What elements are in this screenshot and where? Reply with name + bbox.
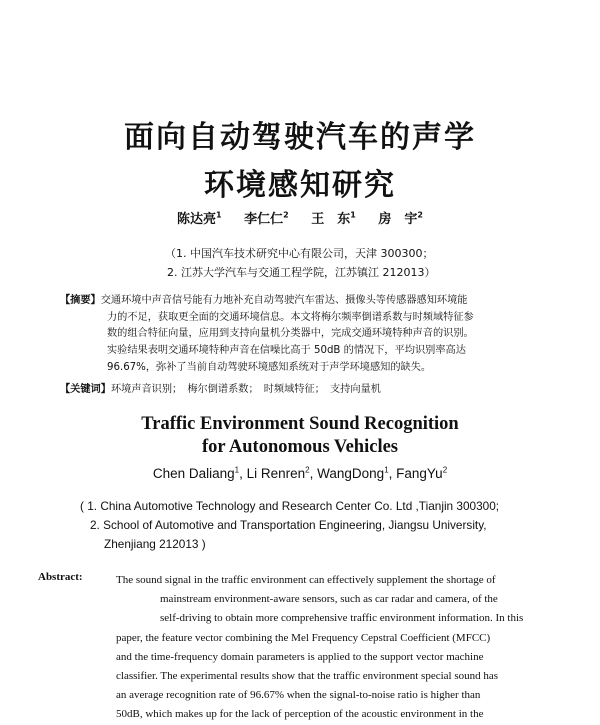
author-zh-4: 房 宇$^2$ bbox=[378, 210, 423, 227]
english-abstract bbox=[116, 571, 540, 725]
english-abstract-line: classifier. The experimental results show that the traffic environment special sound has bbox=[116, 670, 499, 683]
chinese-title-line-2: 环境感知研究 bbox=[204, 168, 396, 203]
author-en-2: Li Renren$^2$ bbox=[246, 465, 310, 481]
english-abstract-line: an average recognition rate of 96.67% when the signal-to-noise ratio is higher than bbox=[116, 689, 481, 702]
english-abstract-line: 50dB, which makes up for the lack of perception of the acoustic environment in the bbox=[116, 708, 484, 721]
english-title-line-2: for Autonomous Vehicles bbox=[202, 437, 398, 457]
english-authors: Chen Daliang$^1$, Li Renren$^2$, WangDong$^1$, FangYu$^2$ bbox=[152, 465, 448, 481]
english-abstract-line: and the time-frequency domain parameters is applied to the support vector machine bbox=[116, 650, 484, 663]
chinese-abstract bbox=[60, 293, 540, 377]
author-en-4: FangYu$^2$ bbox=[396, 465, 448, 481]
chinese-keywords-text: 环境声音识别； 梅尔倒谱系数； 时频域特征； 支持向量机 bbox=[110, 384, 381, 395]
chinese-abstract-line: 交通环境中声音信号能有力地补充自动驾驶汽车雷达、摄像头等传感器感知环境能 bbox=[100, 295, 468, 306]
english-abstract-line: mainstream environment-aware sensors, such as car radar and camera, of the bbox=[160, 593, 498, 606]
chinese-abstract-line: 实验结果表明交通环境特种声音在信噪比高于 50dB 的情况下，平均识别率高达 bbox=[107, 345, 466, 357]
author-zh-1: 陈达亮$^1$ bbox=[177, 210, 222, 227]
author-en-3: WangDong$^1$ bbox=[317, 465, 389, 481]
chinese-affiliation-2: 2. 江苏大学汽车与交通工程学院，江苏镇江 212013） bbox=[167, 266, 436, 279]
author-zh-3: 王 东$^1$ bbox=[311, 210, 356, 227]
english-abstract-line: The sound signal in the traffic environment can effectively supplement the shortage of bbox=[116, 574, 496, 586]
english-affiliation-1: ( 1. China Automotive Technology and Research Center Co. Ltd ,Tianjin 300300; bbox=[80, 499, 500, 513]
chinese-authors bbox=[0, 208, 600, 227]
author-en-1: Chen Daliang$^1$ bbox=[152, 465, 240, 481]
english-title-line-1: Traffic Environment Sound Recognition bbox=[141, 414, 459, 434]
chinese-abstract-label: 【摘要】 bbox=[60, 295, 101, 306]
english-abstract-line: paper, the feature vector combining the Mel Frequency Cepstral Coefficient (MFCC) bbox=[116, 631, 491, 644]
chinese-abstract-line: 力的不足，获取更全面的交通环境信息。本文将梅尔频率倒谱系数与时频域特征参 bbox=[107, 311, 474, 323]
chinese-keywords bbox=[60, 380, 540, 395]
chinese-abstract-line: 数的组合特征向量，应用到支持向量机分类器中，完成交通环境特种声音的识别。 bbox=[107, 328, 474, 340]
author-zh-2: 李仁仁$^2$ bbox=[244, 210, 289, 227]
chinese-abstract-line: 96.67%，弥补了当前自动驾驶环境感知系统对于声学环境感知的缺失。 bbox=[107, 361, 432, 373]
english-affiliation-2: 2. School of Automotive and Transportation Engineering, Jiangsu University, bbox=[90, 518, 487, 532]
english-abstract-line: self-driving to obtain more comprehensive traffic environment information. In this bbox=[160, 612, 524, 625]
english-abstract-label: Abstract: bbox=[38, 571, 83, 583]
chinese-keywords-label: 【关键词】 bbox=[60, 384, 111, 395]
chinese-title-line-1: 面向自动驾驶汽车的声学 bbox=[124, 120, 476, 155]
chinese-affiliation-1: （1. 中国汽车技术研究中心有限公司，天津 300300； bbox=[165, 247, 434, 260]
english-affiliation-3: Zhenjiang 212013 ) bbox=[104, 537, 206, 551]
